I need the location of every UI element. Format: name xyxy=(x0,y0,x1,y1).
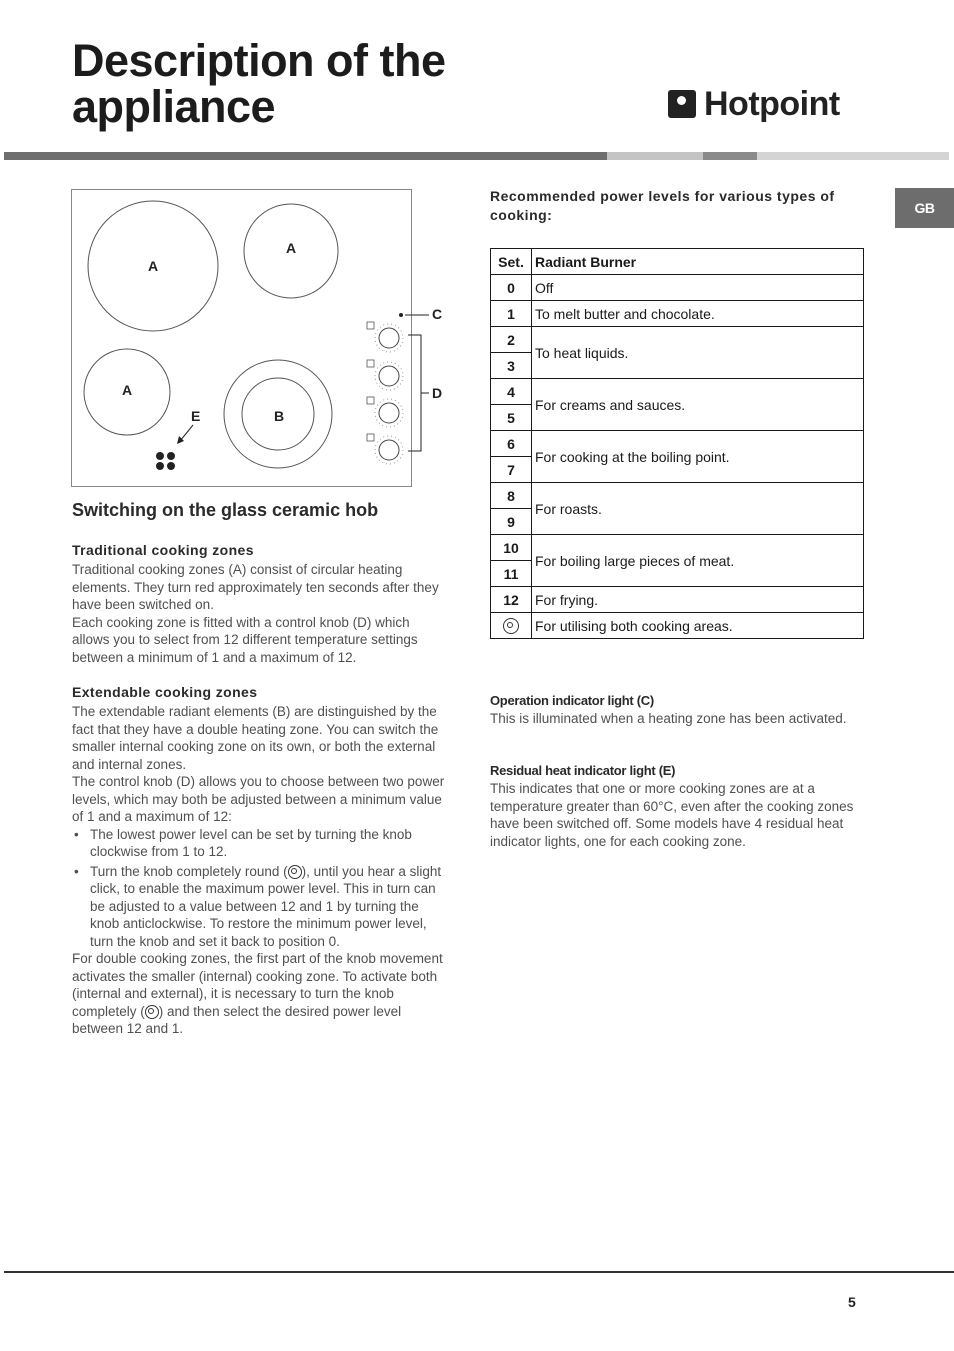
page-number: 5 xyxy=(848,1294,856,1310)
setting-description: For frying. xyxy=(532,587,864,613)
traditional-heading: Traditional cooking zones xyxy=(72,542,254,558)
extendable-bullet-list xyxy=(72,826,448,951)
residual-light-heading: Residual heat indicator light (E) xyxy=(490,763,676,778)
label-b: B xyxy=(274,408,285,424)
setting-value: 1 xyxy=(491,301,532,327)
label-a3: A xyxy=(122,382,133,398)
table-row xyxy=(491,431,864,457)
bullet-item: • The lowest power level can be set by turning the knob clockwise from 1 to 12. xyxy=(72,826,448,861)
residual-light-text: This indicates that one or more cooking zones are at a temperature greater than 60°C, even after the cooking zones have been switched off. Some models have 4 residual heat indicator lights, one for each cooking zone. xyxy=(490,781,854,849)
setting-description: For roasts. xyxy=(532,483,864,535)
section-title: Switching on the glass ceramic hob xyxy=(72,500,379,520)
power-levels-table xyxy=(490,248,864,639)
double-ring-icon xyxy=(503,618,519,634)
column-header-set: Set. xyxy=(491,249,532,275)
table-row xyxy=(491,301,864,327)
language-tab: GB xyxy=(895,188,954,228)
table-row xyxy=(491,327,864,353)
page-title: Description of the appliance xyxy=(72,35,446,132)
setting-description: To melt butter and chocolate. xyxy=(532,301,864,327)
power-levels-heading: Recommended power levels for various types of cooking: xyxy=(490,188,835,223)
bullet-item: • Turn the knob completely round ( ), until you hear a slight click, to enable the maximum power level. This in turn can be adjusted to a value between 12 and 1 by turning the knob anticlockwise. To restore the minimum power level, turn the knob and set it back to position 0. xyxy=(72,863,448,951)
header-bar-mid xyxy=(703,152,757,160)
extendable-paragraph-3: For double cooking zones, the first part of the knob movement activates the smaller (internal) cooking zone. To activate both (internal and external), it is necessary to turn the knob completely ( ) and then select the desired power level between 12 and 1. xyxy=(72,951,443,1036)
setting-value: 10 xyxy=(491,535,532,561)
extendable-heading: Extendable cooking zones xyxy=(72,684,258,700)
setting-value: 6 xyxy=(491,431,532,457)
brand-logo xyxy=(668,86,840,122)
operation-light-text: This is illuminated when a heating zone has been activated. xyxy=(490,711,847,726)
table-row xyxy=(491,483,864,509)
header-bar-dark xyxy=(4,152,607,160)
label-e: E xyxy=(191,408,201,424)
setting-description: Off xyxy=(532,275,864,301)
double-ring-icon xyxy=(145,1005,159,1019)
label-a2: A xyxy=(286,240,297,256)
setting-value xyxy=(491,613,532,639)
setting-value: 12 xyxy=(491,587,532,613)
double-ring-icon xyxy=(288,865,302,879)
extendable-paragraph-1: The extendable radiant elements (B) are distinguished by the fact that they have a double heating zone. You can switch the smaller internal cooking zone on its own, or both the external and internal zones. xyxy=(72,704,439,772)
hotpoint-logo-icon xyxy=(668,90,696,118)
extendable-text xyxy=(72,703,448,1038)
extendable-paragraph-2: The control knob (D) allows you to choose between two power levels, which may both be adjusted between a minimum value of 1 and a maximum of 12: xyxy=(72,774,445,824)
setting-value: 7 xyxy=(491,457,532,483)
column-header-radiant-burner: Radiant Burner xyxy=(532,249,864,275)
label-d: D xyxy=(432,385,443,401)
table-row xyxy=(491,535,864,561)
header-bar-light xyxy=(607,152,703,160)
operation-light-heading: Operation indicator light (C) xyxy=(490,693,654,708)
table-row xyxy=(491,613,864,639)
operation-indicator-light xyxy=(399,313,403,317)
table-row xyxy=(491,275,864,301)
setting-value: 8 xyxy=(491,483,532,509)
setting-description: For utilising both cooking areas. xyxy=(532,613,864,639)
setting-value: 2 xyxy=(491,327,532,353)
traditional-paragraph-1: Traditional cooking zones (A) consist of circular heating elements. They turn red approximately ten seconds after they have been switched on. xyxy=(72,562,439,612)
setting-value: 9 xyxy=(491,509,532,535)
footer-divider xyxy=(4,1271,954,1273)
setting-value: 5 xyxy=(491,405,532,431)
hob-diagram xyxy=(71,189,443,491)
traditional-paragraph-2: Each cooking zone is fitted with a control knob (D) which allows you to select from 12 different temperature settings between a minimum of 1 and a maximum of 12. xyxy=(72,614,418,665)
label-a1: A xyxy=(148,258,159,274)
setting-description: For boiling large pieces of meat. xyxy=(532,535,864,587)
table-row xyxy=(491,379,864,405)
setting-description: To heat liquids. xyxy=(532,327,864,379)
table-row xyxy=(491,587,864,613)
setting-description: For cooking at the boiling point. xyxy=(532,431,864,483)
setting-value: 4 xyxy=(491,379,532,405)
setting-value: 11 xyxy=(491,561,532,587)
label-c: C xyxy=(432,306,443,322)
traditional-text xyxy=(72,561,448,666)
header-bar-pale xyxy=(757,152,949,160)
setting-value: 3 xyxy=(491,353,532,379)
brand-name: Hotpoint xyxy=(704,84,840,123)
setting-value: 0 xyxy=(491,275,532,301)
table-header-row xyxy=(491,249,864,275)
setting-description: For creams and sauces. xyxy=(532,379,864,431)
